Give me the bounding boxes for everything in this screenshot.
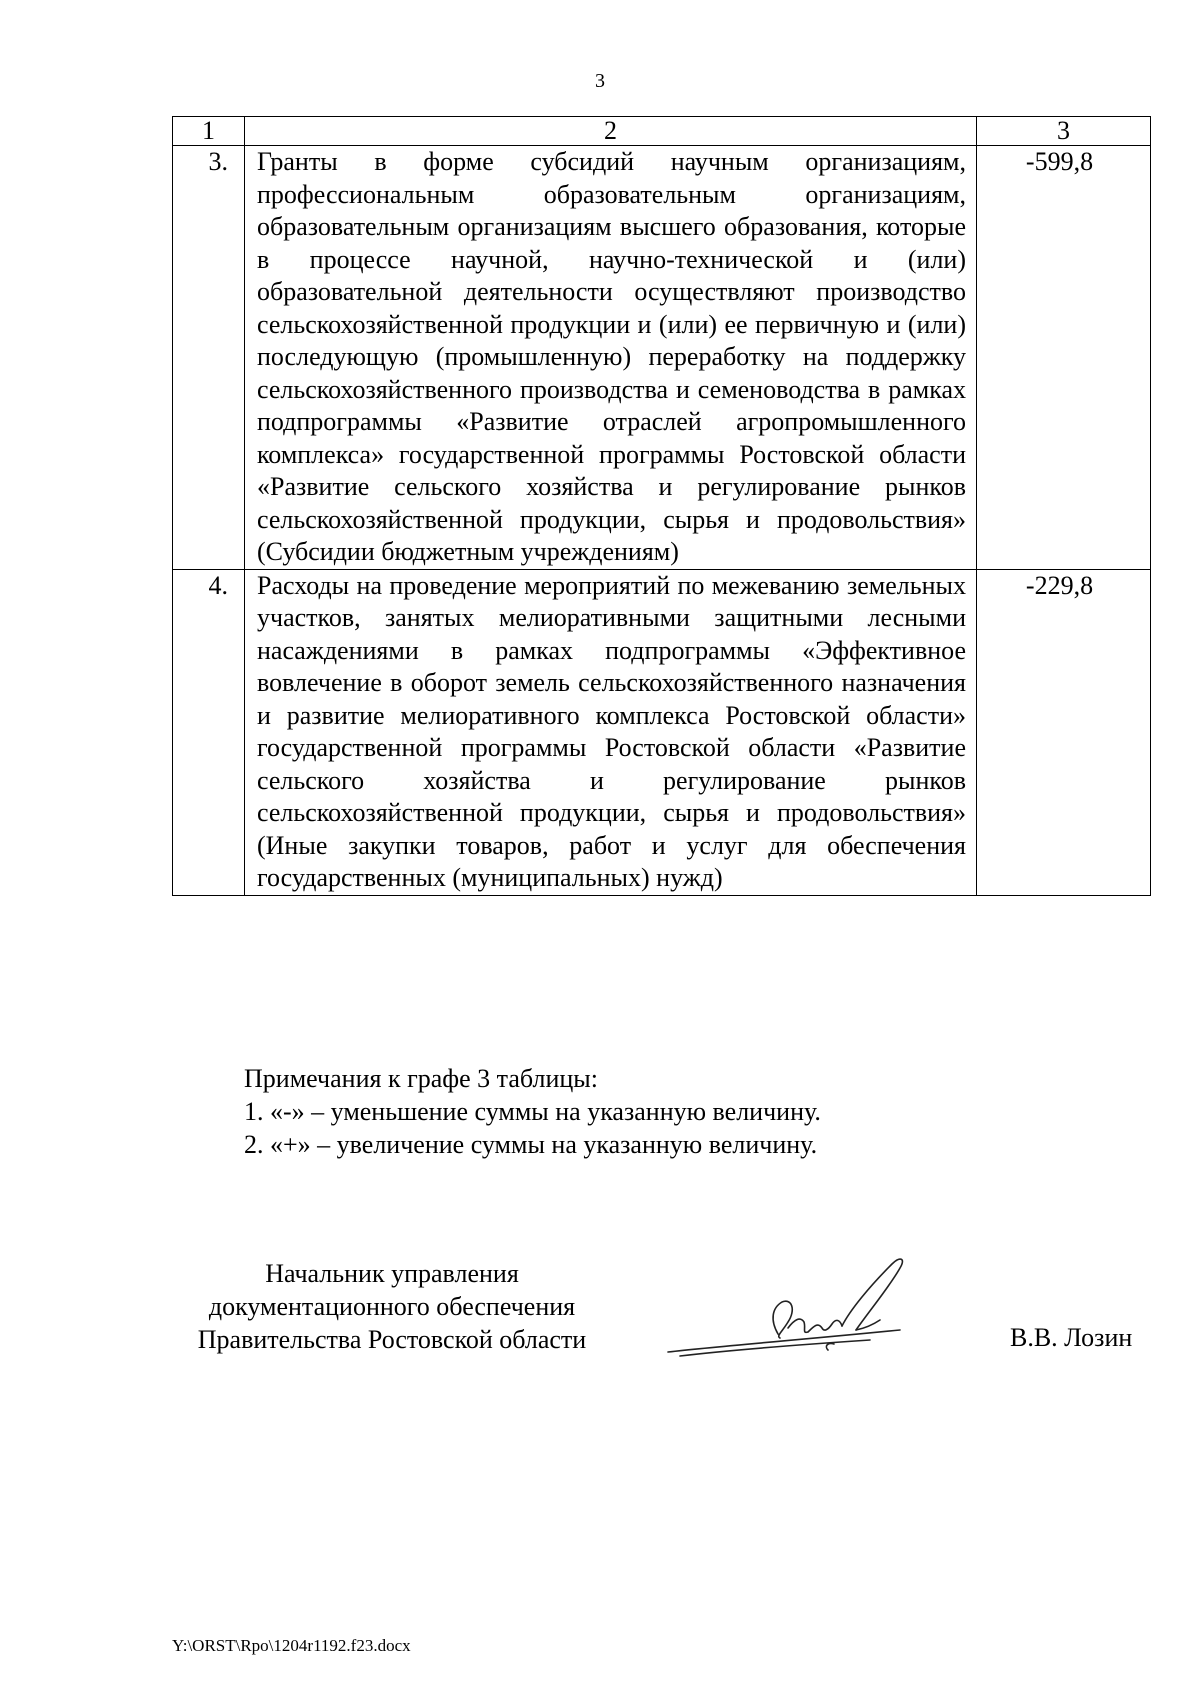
note-item: 1. «-» – уменьшение суммы на указанную величину. bbox=[244, 1097, 821, 1126]
row-number: 3. bbox=[173, 146, 245, 570]
table-header-row bbox=[173, 117, 1151, 146]
row-number: 4. bbox=[173, 569, 245, 895]
signer-position bbox=[172, 1257, 612, 1356]
page-number: 3 bbox=[595, 70, 605, 92]
table-row bbox=[173, 146, 1151, 570]
budget-changes-table bbox=[172, 116, 1151, 896]
document-file-path: Y:\ORST\Rpo\1204r1192.f23.docx bbox=[172, 1636, 411, 1655]
column-header-amount: 3 bbox=[977, 117, 1151, 146]
note-item: 2. «+» – увеличение суммы на указанную величину. bbox=[244, 1130, 818, 1159]
signer-name: В.В. Лозин bbox=[1010, 1323, 1133, 1352]
table-notes bbox=[244, 1062, 821, 1161]
row-amount: -229,8 bbox=[977, 569, 1151, 895]
column-header-description: 2 bbox=[245, 117, 977, 146]
signer-position-line: Начальник управления bbox=[265, 1259, 519, 1288]
row-amount: -599,8 bbox=[977, 146, 1151, 570]
row-description: Гранты в форме субсидий научным организациям, профессиональным образовательным организациям, образовательным организациям высшего образования, которые в процессе научной, научно-технической и (или) образовательной деятельности осуществляют производство сельскохозяйственной продукции и (или) ее первичную и (или) последующую (промышленную) переработку на поддержку сельскохозяйственного производства и семеноводства в рамках подпрограммы «Развитие отраслей агропромышленного комплекса» государственной программы Ростовской области «Развитие сельского хозяйства и регулирование рынков сельскохозяйственной продукции, сырья и продовольствия» (Субсидии бюджетным учреждениям) bbox=[245, 146, 977, 570]
column-header-number: 1 bbox=[173, 117, 245, 146]
notes-title: Примечания к графе 3 таблицы: bbox=[244, 1064, 598, 1093]
signer-position-line: Правительства Ростовской области bbox=[197, 1325, 587, 1354]
signer-position-line: документационного обеспечения bbox=[208, 1292, 576, 1321]
table-row bbox=[173, 569, 1151, 895]
handwritten-signature bbox=[660, 1250, 950, 1370]
row-description: Расходы на проведение мероприятий по межеванию земельных участков, занятых мелиоративными защитными лесными насаждениями в рамках подпрограммы «Эффективное вовлечение в оборот земель сельскохозяйственного назначения и развитие мелиоративного комплекса Ростовской области» государственной программы Ростовской области «Развитие сельского хозяйства и регулирование рынков сельскохозяйственной продукции, сырья и продовольствия» (Иные закупки товаров, работ и услуг для обеспечения государственных (муниципальных) нужд) bbox=[245, 569, 977, 895]
